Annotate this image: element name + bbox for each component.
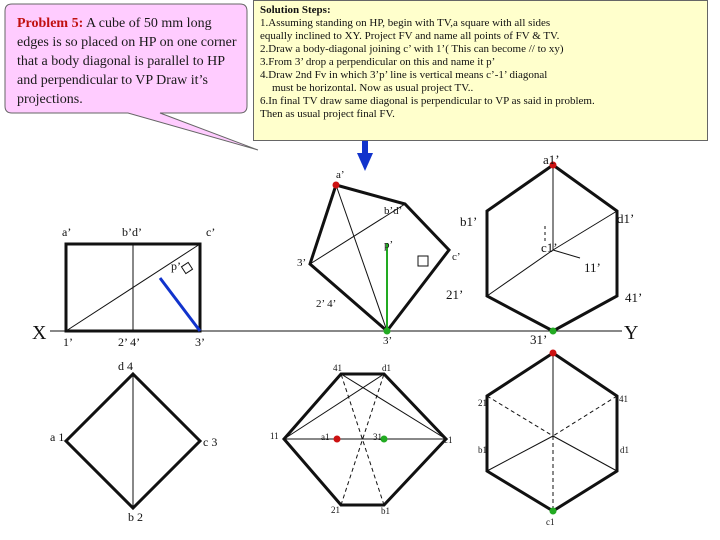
label-fv1-p: p’ xyxy=(171,259,181,273)
label-fv3-d1: d1’ xyxy=(617,211,635,226)
step-line: Then as usual project final FV. xyxy=(260,108,395,120)
label-fv2-a: a’ xyxy=(336,169,345,181)
point-3-green-4 xyxy=(550,328,557,335)
top-view-1 xyxy=(66,374,200,508)
point-a-red-5 xyxy=(550,350,557,357)
label-fv1-1: 1’ xyxy=(63,335,73,349)
label-tv1-d4: d 4 xyxy=(118,359,133,373)
step-line: 2.Draw a body-diagonal joining c’ with 1’( This can become // to xy) xyxy=(260,43,564,55)
pointer-arrow-head xyxy=(357,153,373,171)
front-view-1 xyxy=(66,244,200,331)
label-fv1-24: 2’ 4’ xyxy=(118,335,141,349)
label-fv1-3: 3’ xyxy=(195,335,205,349)
step-line: 6.In final TV draw same diagonal is perpendicular to VP as said in problem. xyxy=(260,95,595,107)
label-fv1-bd: b’d’ xyxy=(122,225,142,239)
label-tv3-b1: b1 xyxy=(478,445,487,455)
label-tv2-b1: b1 xyxy=(381,506,390,516)
label-tv1-c3: c 3 xyxy=(203,435,218,449)
point-a-red-3 xyxy=(334,436,341,443)
label-fv2-p: p’ xyxy=(384,239,394,251)
label-fv3-a1: a1’ xyxy=(543,152,560,167)
label-tv2-a1: a1 xyxy=(321,432,330,442)
label-tv2-21: 21 xyxy=(331,505,340,515)
pointer-arrow-shaft xyxy=(362,141,368,155)
label-tv2-41: 41 xyxy=(333,363,342,373)
label-x: X xyxy=(32,322,47,344)
perpendicular-3-p xyxy=(160,278,200,331)
label-fv2-24: 2’ 4’ xyxy=(316,298,337,310)
label-fv2-3: 3’ xyxy=(297,257,307,269)
step-line: 3.From 3’ drop a perpendicular on this and name it p’ xyxy=(260,56,496,68)
label-tv3-41: 41 xyxy=(619,394,628,404)
label-tv2-d1: d1 xyxy=(382,363,391,373)
label-fv3-b1: b1’ xyxy=(460,214,478,229)
label-fv1-c: c’ xyxy=(206,225,216,239)
problem-number: Problem 5: xyxy=(17,16,84,31)
label-fv2-bd: b’d’ xyxy=(384,205,403,217)
label-fv3-c1: c1’ xyxy=(541,240,558,255)
label-fv2-c: c’ xyxy=(452,251,461,263)
label-y: Y xyxy=(624,322,639,344)
label-tv2-c1: c1 xyxy=(444,435,453,445)
label-fv2-3b: 3’ xyxy=(383,335,393,347)
label-tv3-c1: c1 xyxy=(546,517,555,527)
top-view-3 xyxy=(487,353,617,511)
label-tv3-d1: d1 xyxy=(620,445,629,455)
label-fv3-41: 41’ xyxy=(625,290,643,305)
step-line: equally inclined to XY. Project FV and name all points of FV & TV. xyxy=(260,30,560,42)
solution-steps-box xyxy=(253,0,708,141)
problem-text: A cube of 50 mm long edges is so placed on HP on one corner that a body diagonal is parallel to HP and perpendicular to VP Draw it’s projections. xyxy=(17,16,237,107)
label-tv1-a1: a 1 xyxy=(50,430,65,444)
step-line: 1.Assuming standing on HP, begin with TV,a square with all sides xyxy=(260,17,551,29)
label-fv3-11: 11’ xyxy=(584,260,601,275)
problem-statement xyxy=(17,14,237,109)
solution-heading: Solution Steps: xyxy=(260,4,331,16)
point-c-green-5 xyxy=(550,508,557,515)
label-fv3-31: 31’ xyxy=(530,332,548,347)
label-tv3-21: 21 xyxy=(478,398,487,408)
step-line: 4.Draw 2nd Fv in which 3’p’ line is vertical means c’-1’ diagonal xyxy=(260,69,548,81)
label-tv2-11: 11 xyxy=(270,431,279,441)
point-3-green-2 xyxy=(384,328,391,335)
label-fv1-a: a’ xyxy=(62,225,72,239)
top-view-2 xyxy=(284,374,446,505)
label-tv2-31: 31 xyxy=(373,432,382,442)
point-a-red-2 xyxy=(333,182,340,189)
label-fv3-21: 21’ xyxy=(446,287,464,302)
label-tv1-b2: b 2 xyxy=(128,510,143,524)
step-line: must be horizontal. Now as usual project TV.. xyxy=(272,82,474,94)
